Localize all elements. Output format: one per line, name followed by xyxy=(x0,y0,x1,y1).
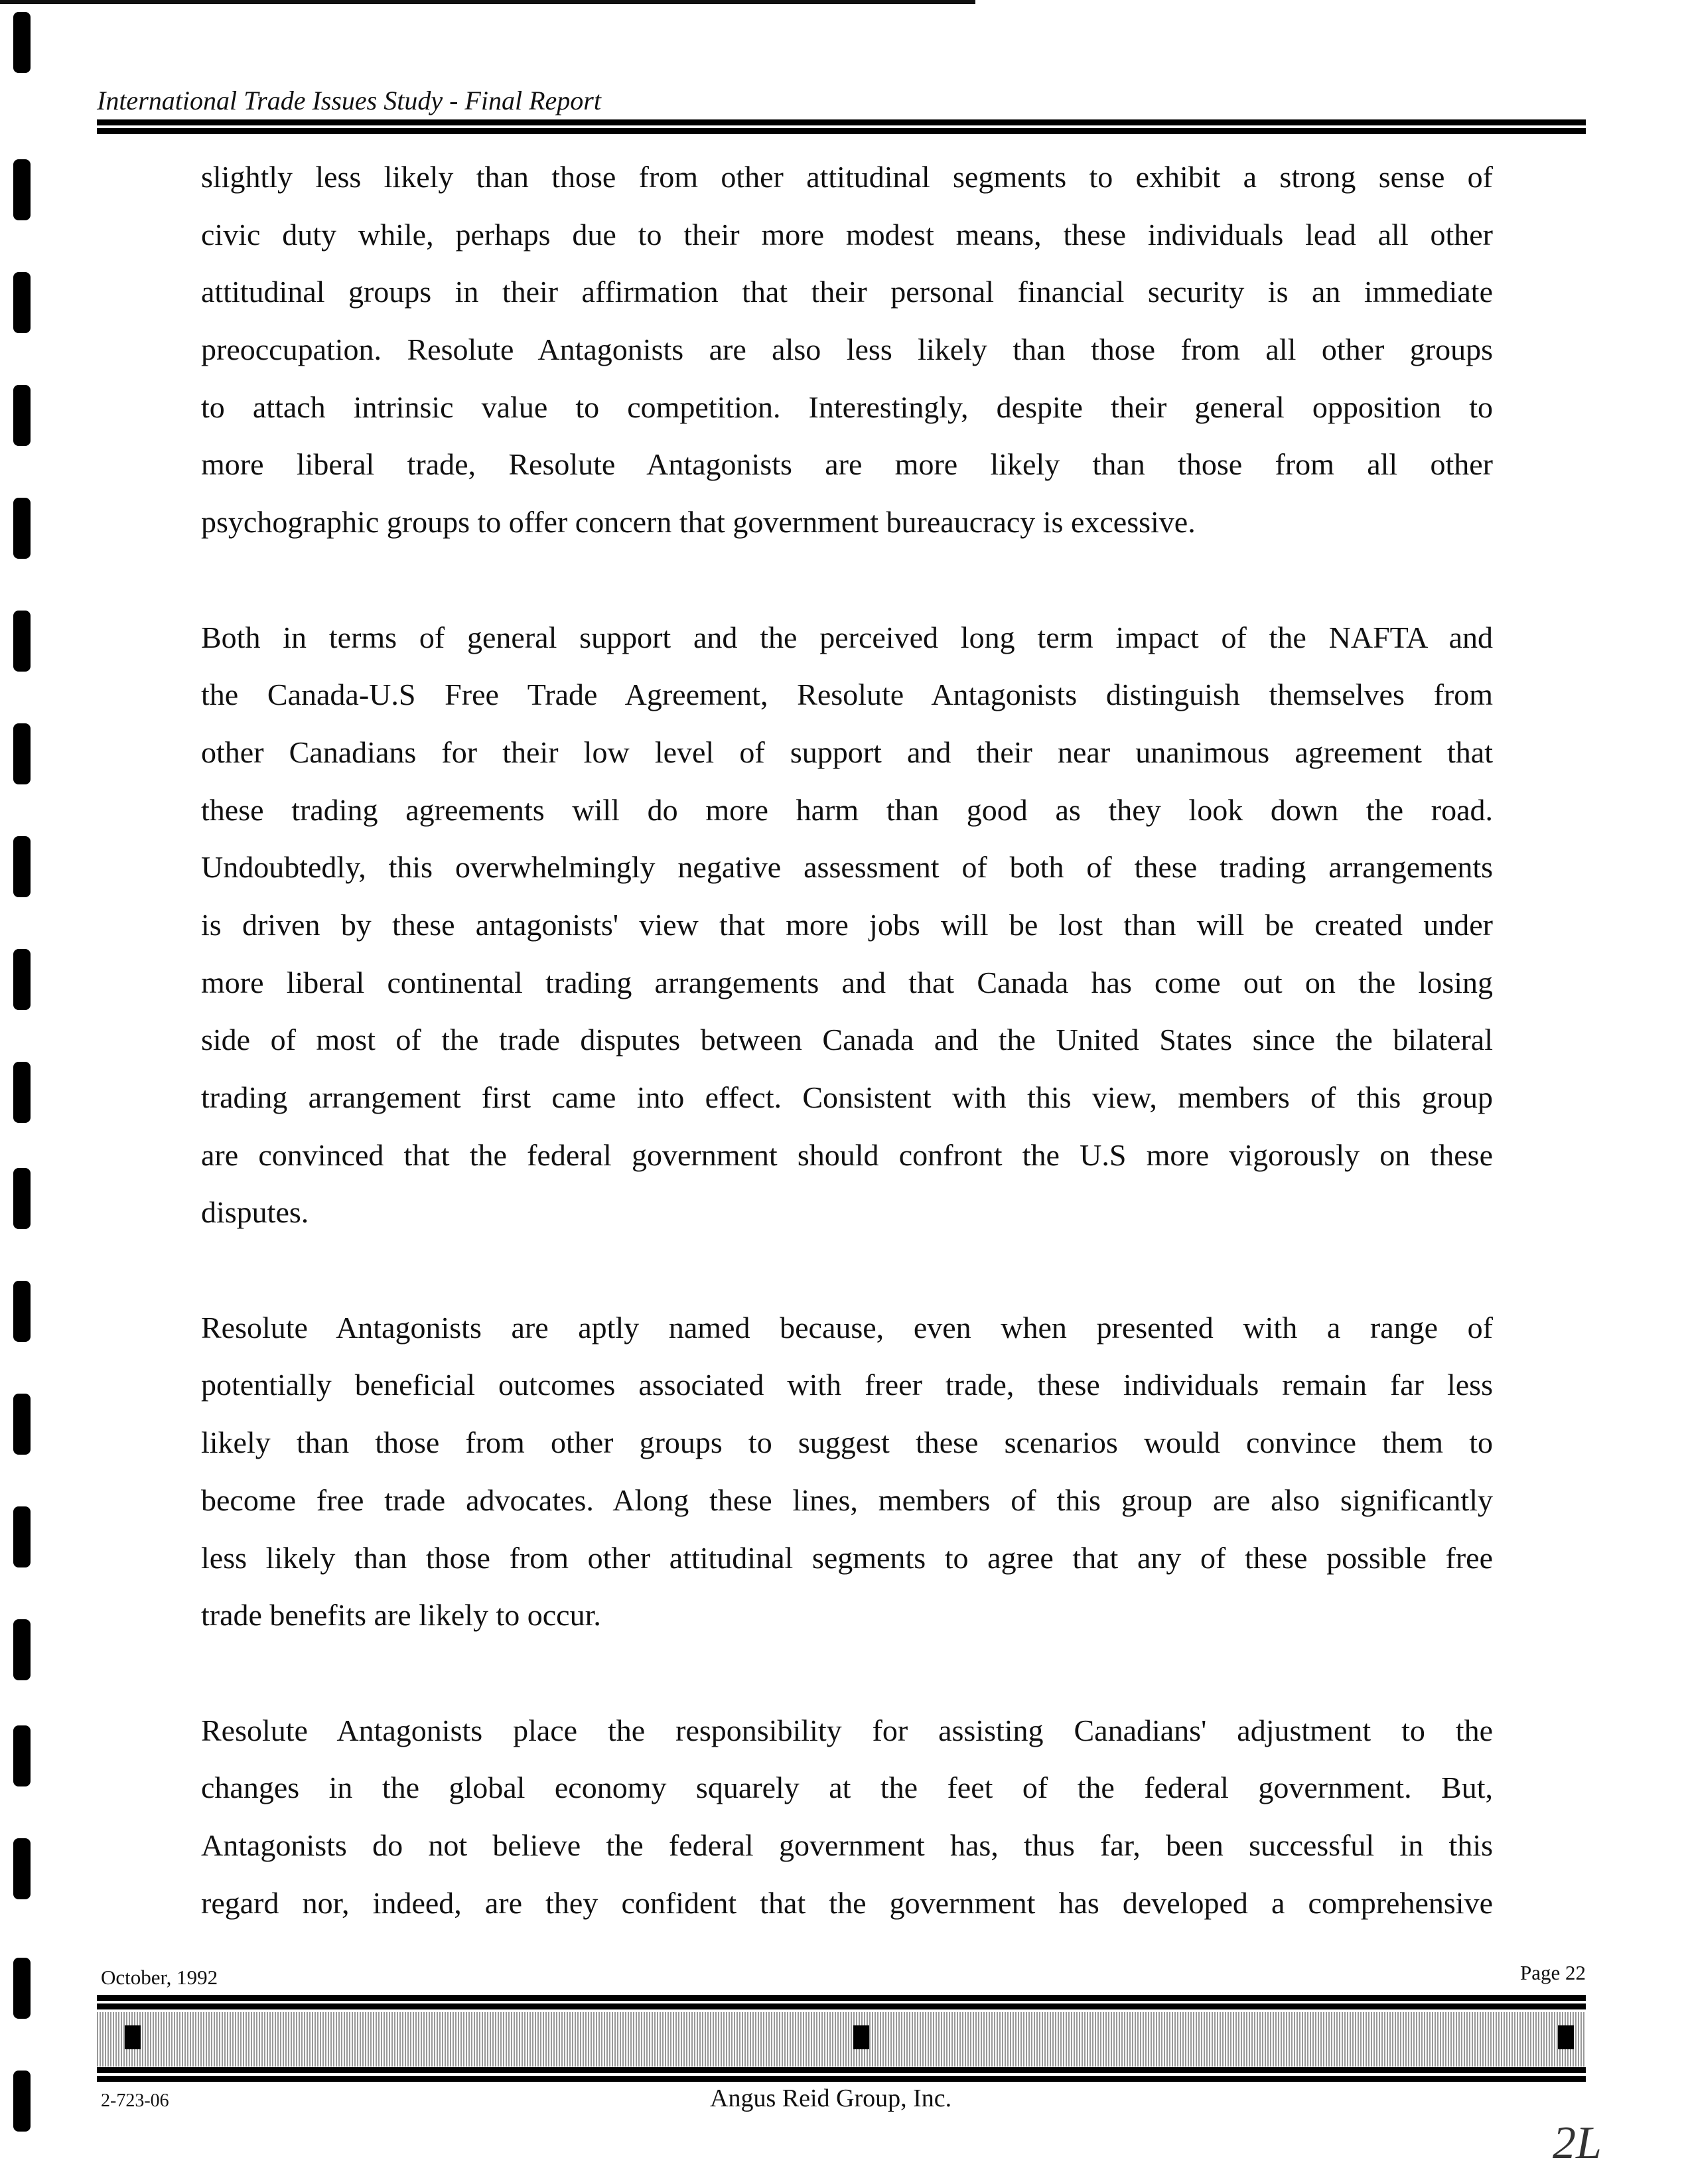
binding-mark xyxy=(13,1838,31,1899)
text-line: trade benefits are likely to occur. xyxy=(201,1598,601,1633)
paragraph-gap xyxy=(201,1644,1493,1702)
header-rule xyxy=(97,119,1586,125)
binding-mark xyxy=(13,949,31,1010)
binding-mark xyxy=(13,611,31,672)
binding-mark xyxy=(13,12,31,73)
footer-rule xyxy=(97,2076,1586,2082)
text-line: changes in the global economy squarely at the feet of the federal government. But, xyxy=(201,1771,1493,1805)
text-line: Resolute Antagonists are aptly named because, even when presented with a range of xyxy=(201,1310,1493,1345)
text-line: trading arrangement first came into effect. Consistent with this view, members of this group xyxy=(201,1080,1493,1114)
footer-company: Angus Reid Group, Inc. xyxy=(710,2084,952,2112)
paragraph xyxy=(201,149,1493,551)
text-line: the Canada-U.S Free Trade Agreement, Resolute Antagonists distinguish themselves from xyxy=(201,678,1493,712)
footer-date: October, 1992 xyxy=(101,1966,218,1989)
binding-mark xyxy=(13,1168,31,1229)
binding-mark xyxy=(13,2071,31,2132)
text-line: less likely than those from other attitudinal segments to agree that any of these possible free xyxy=(201,1540,1493,1575)
header-rule xyxy=(97,128,1586,134)
band-square-marker xyxy=(1558,2025,1574,2049)
paragraph xyxy=(201,609,1493,1242)
text-line: slightly less likely than those from other attitudinal segments to exhibit a strong sense of xyxy=(201,160,1493,194)
text-line: likely than those from other groups to suggest these scenarios would convince them to xyxy=(201,1425,1493,1460)
running-header: International Trade Issues Study - Final Report xyxy=(97,86,601,115)
text-line: side of most of the trade disputes between Canada and the United States since the bilateral xyxy=(201,1023,1493,1057)
text-line: Antagonists do not believe the federal government has, thus far, been successful in this xyxy=(201,1828,1493,1862)
binding-mark xyxy=(13,1062,31,1123)
text-line: disputes. xyxy=(201,1195,309,1230)
text-line: more liberal continental trading arrangements and that Canada has come out on the losing xyxy=(201,965,1493,999)
footer-rule xyxy=(97,2067,1586,2073)
handwritten-initials: 2L xyxy=(1553,2118,1602,2169)
footer-page-number: Page 22 xyxy=(1519,1961,1586,1984)
binding-mark xyxy=(13,1619,31,1680)
text-line: is driven by these antagonists' view that more jobs will be lost than will be created under xyxy=(201,907,1493,942)
text-line: are convinced that the federal government should confront the U.S more vigorously on these xyxy=(201,1137,1493,1172)
binding-mark xyxy=(13,1725,31,1786)
binding-mark xyxy=(13,385,31,446)
binding-mark xyxy=(13,498,31,559)
binding-mark xyxy=(13,272,31,333)
binding-mark xyxy=(13,159,31,220)
band-square-marker xyxy=(853,2025,869,2049)
text-line: preoccupation. Resolute Antagonists are also less likely than those from all other groups xyxy=(201,332,1493,367)
footer-document-code: 2-723-06 xyxy=(101,2090,169,2111)
text-line: more liberal trade, Resolute Antagonists are more likely than those from all other xyxy=(201,447,1493,482)
text-line: psychographic groups to offer concern that government bureaucracy is excessive. xyxy=(201,505,1196,540)
text-line: other Canadians for their low level of support and their near unanimous agreement that xyxy=(201,735,1493,769)
band-square-marker xyxy=(125,2025,141,2049)
footer-shaded-band xyxy=(97,2012,1586,2067)
binding-mark xyxy=(13,1394,31,1455)
text-line: Undoubtedly, this overwhelmingly negative assessment of both of these trading arrangements xyxy=(201,850,1493,885)
text-line: regard nor, indeed, are they confident that the government has developed a comprehensive xyxy=(201,1885,1493,1920)
footer-rule xyxy=(97,1995,1586,2001)
text-line: Resolute Antagonists place the responsibility for assisting Canadians' adjustment to the xyxy=(201,1713,1493,1747)
binding-mark xyxy=(13,723,31,784)
binding-mark xyxy=(13,1281,31,1342)
text-line: potentially beneficial outcomes associated with freer trade, these individuals remain far less xyxy=(201,1368,1493,1402)
footer-rule xyxy=(97,2003,1586,2009)
paragraph-gap xyxy=(201,551,1493,609)
text-line: these trading agreements will do more harm than good as they look down the road. xyxy=(201,792,1493,827)
paragraph xyxy=(201,1299,1493,1644)
text-line: attitudinal groups in their affirmation that their personal financial security is an immediate xyxy=(201,275,1493,309)
scan-edge-line xyxy=(0,0,975,4)
paragraph-gap xyxy=(201,1242,1493,1299)
text-line: Both in terms of general support and the perceived long term impact of the NAFTA and xyxy=(201,620,1493,654)
text-line: become free trade advocates. Along these lines, members of this group are also significantly xyxy=(201,1483,1493,1517)
text-line: civic duty while, perhaps due to their more modest means, these individuals lead all other xyxy=(201,217,1493,252)
paragraph xyxy=(201,1702,1493,1932)
binding-mark xyxy=(13,836,31,897)
body-text xyxy=(201,149,1493,1932)
binding-mark xyxy=(13,1506,31,1567)
text-line: to attach intrinsic value to competition. Interestingly, despite their general opposition to xyxy=(201,390,1493,424)
binding-mark xyxy=(13,1958,31,2019)
